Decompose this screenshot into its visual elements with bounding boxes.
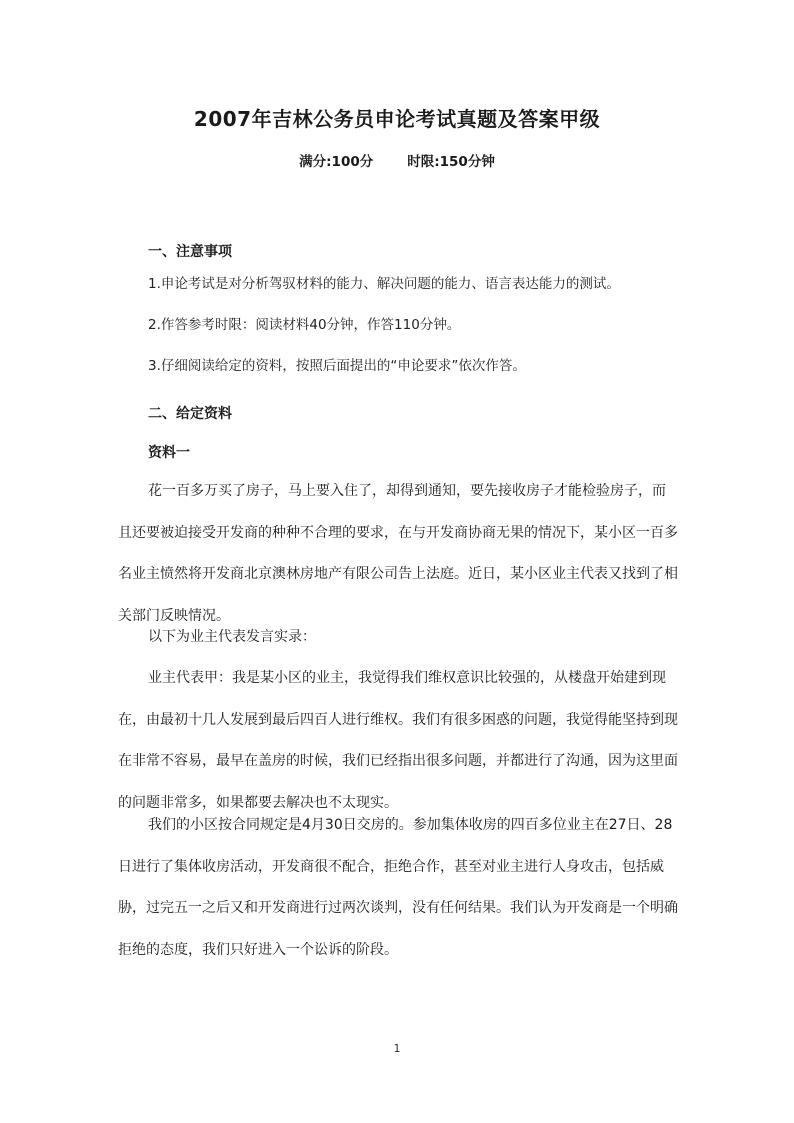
page-number: 1 [393, 1042, 401, 1055]
material-paragraph-1: 花一百多万买了房子，马上要入住了，却得到通知，要先接收房子才能检验房子，而且还要被迫接受开发商的种种不合理的要求，在与开发商协商无果的情况下，某小区一百多名业主愤然将开发商北京澳林房地产有限公司告上法庭。近日，某小区业主代表又找到了相关部门反映情况。 [118, 483, 678, 624]
notes-item-3: 3.仔细阅读给定的资料，按照后面提出的“申论要求”依次作答。 [148, 358, 526, 374]
notes-item-2: 2.作答参考时限：阅读材料40分钟，作答110分钟。 [148, 317, 461, 333]
material-paragraph-4: 我们的小区按合同规定是4月30日交房的。参加集体收房的四百多位业主在27日、28日进行了集体收房活动，开发商很不配合，拒绝合作，甚至对业主进行人身攻击，包括威胁，过完五一之后又和开发商进行过两次谈判，没有任何结果。我们认为开发商是一个明确拒绝的态度，我们只好进入一个讼诉的阶段。 [118, 817, 678, 958]
notes-item-1: 1.申论考试是对分析驾驭材料的能力、解决问题的能力、语言表达能力的测试。 [148, 276, 620, 292]
section-heading-materials: 二、给定资料 [148, 406, 232, 422]
material-paragraph-3: 业主代表甲：我是某小区的业主，我觉得我们维权意识比较强的，从楼盘开始建到现在，由最初十几人发展到最后四百人进行维权。我们有很多困惑的问题，我觉得能坚持到现在非常不容易，最早在盖房的时候，我们已经指出很多问题，并都进行了沟通，因为这里面的问题非常多，如果都要去解决也不太现实。 [118, 670, 678, 811]
document-title: 2007年吉林公务员申论考试真题及答案甲级 [193, 107, 601, 131]
material-subheading: 资料一 [148, 445, 190, 461]
exam-meta [0, 150, 794, 170]
time-limit: 时限:150分钟 [407, 154, 495, 170]
material-paragraph-2: 以下为业主代表发言实录： [148, 629, 316, 645]
section-heading-notes: 一、注意事项 [148, 244, 232, 260]
full-score: 满分:100分 [299, 154, 374, 170]
